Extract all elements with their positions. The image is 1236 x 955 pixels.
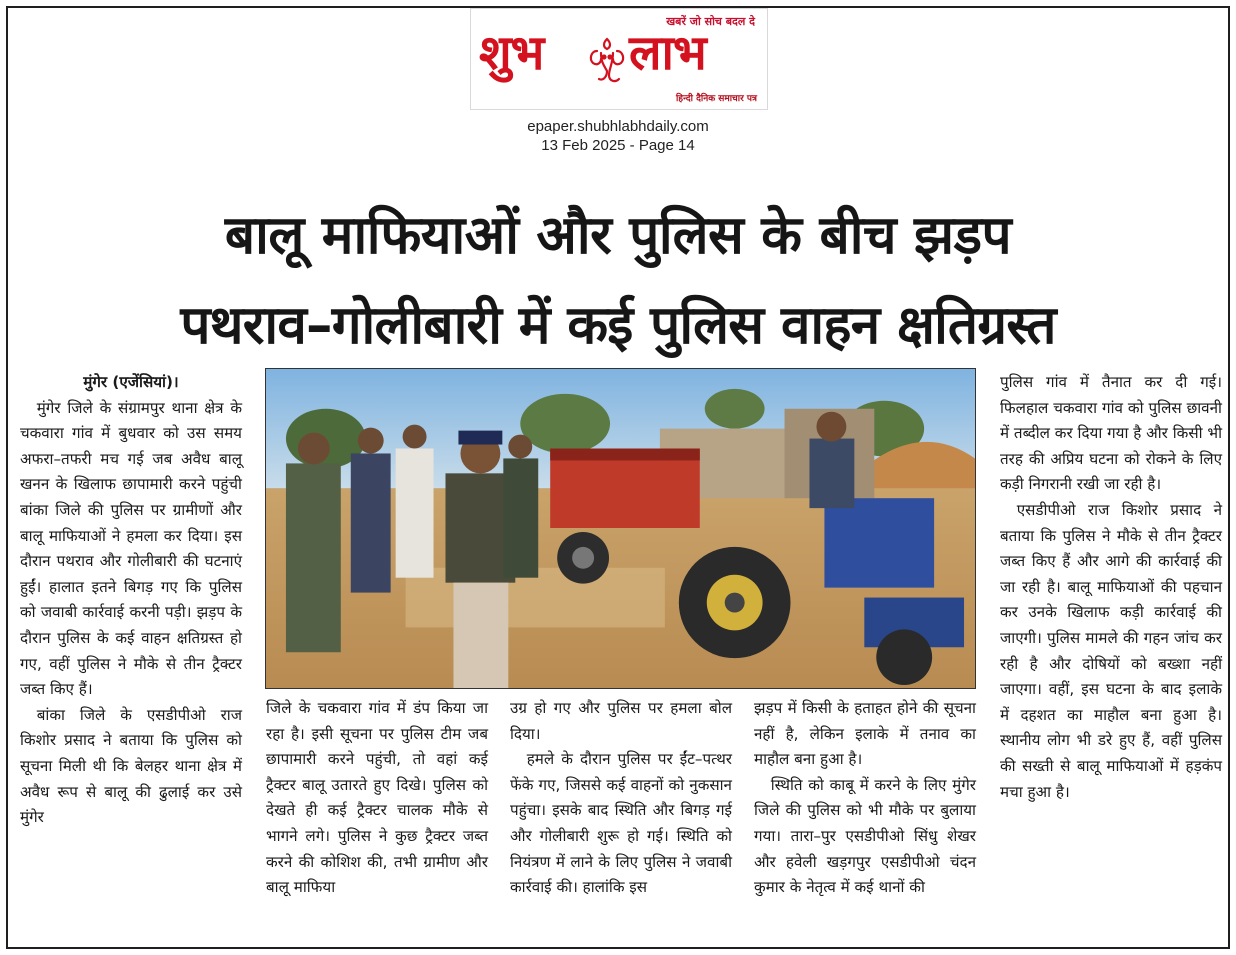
news-photo xyxy=(265,368,976,689)
logo-word-left: शुभ xyxy=(479,25,544,81)
article-paragraph: हमले के दौरान पुलिस पर ईंट–पत्थर फेंके गए, जिससे कई वाहनों को नुकसान पहुंचा। इसके बाद स्थिति और बिगड़ गई और गोलीबारी शुरू हो गई। स्थिति को नियंत्रण में लाने के लिए पुलिस ने जवाबी कार्रवाई की। हालांकि इस xyxy=(510,750,732,897)
article-column-4 xyxy=(754,696,976,901)
source-date-page: 13 Feb 2025 - Page 14 xyxy=(541,137,695,154)
article-column-5 xyxy=(1000,370,1222,805)
ganesha-icon xyxy=(583,33,631,89)
article-dateline: मुंगेर (एजेंसियां)। xyxy=(83,373,179,391)
article-column-2 xyxy=(266,696,488,901)
photo-tractor-police-scene xyxy=(266,369,975,688)
masthead-tagline: खबरें जो सोच बदल दे xyxy=(666,15,755,28)
article-paragraph: एसडीपीओ राज किशोर प्रसाद ने बताया कि पुलिस ने मौके से तीन ट्रैक्टर जब्त किए हैं और आगे की कार्रवाई की जा रही है। बालू माफियाओं की पहचान कर उनके खिलाफ कड़ी कार्रवाई की जाएगी। पुलिस मामले की गहन जांच कर रही है और दोषियों को बख्शा नहीं जाएगा। वहीं, इस घटना के बाद इलाके में दहशत का माहौल बना हुआ है। स्थानीय लोग भी डरे हुए हैं, वहीं पुलिस की सख्ती से बालू माफियाओं में हड़कंप मचा हुआ है। xyxy=(1000,500,1222,801)
masthead-logo xyxy=(470,8,768,110)
source-url: epaper.shubhlabhdaily.com xyxy=(527,118,709,135)
article-paragraph: स्थिति को काबू में करने के लिए मुंगेर जिले की पुलिस को भी मौके पर बुलाया गया। तारा–पुर एसडीपीओ सिंधु शेखर और हवेली खड़गपुर एसडीपीओ चंदन कुमार के नेतृत्व में कई थानों की xyxy=(754,775,976,897)
article-paragraph: पुलिस गांव में तैनात कर दी गई। फिलहाल चकवारा गांव को पुलिस छावनी में तब्दील कर दिया गया है और किसी भी तरह की अप्रिय घटना को रोकने के लिए कड़ी निगरानी रखी जा रही है। xyxy=(1000,373,1222,494)
masthead-subtitle: हिन्दी दैनिक समाचार पत्र xyxy=(675,94,757,104)
article-paragraph: झड़प में किसी के हताहत होने की सूचना नहीं है, लेकिन इलाके में तनाव का माहौल बना हुआ है। xyxy=(754,699,976,769)
article-paragraph: उग्र हो गए और पुलिस पर हमला बोल दिया। xyxy=(510,699,732,743)
article-column-3 xyxy=(510,696,732,901)
headline-line-1: बालू माफियाओं और पुलिस के बीच झड़प xyxy=(224,205,1012,266)
article-paragraph: बांका जिले के एसडीपीओ राज किशोर प्रसाद ने बताया कि पुलिस को सूचना मिली थी कि बेलहर थाना क्षेत्र में अवैध रूप से बालू की ढुलाई कर उसे मुंगेर xyxy=(20,705,242,827)
logo-word-right: लाभ xyxy=(629,25,706,81)
article-paragraph: जिले के चकवारा गांव में डंप किया जा रहा है। इसी सूचना पर पुलिस टीम जब छापामारी करने पहुंची, तो वहां कई ट्रैक्टर बालू उतारते हुए दिखे। पुलिस को देखते ही कई ट्रैक्टर चालक मौके से भागने लगे। पुलिस ने कुछ ट्रैक्टर जब्त करने की कोशिश की, तभी ग्रामीण और बालू माफिया xyxy=(266,699,488,897)
headline-line-2: पथराव–गोलीबारी में कई पुलिस वाहन क्षतिग्रस्त xyxy=(180,295,1056,356)
article-paragraph: मुंगेर जिले के संग्रामपुर थाना क्षेत्र के चकवारा गांव में बुधवार को उस समय अफरा–तफरी मच गई जब अवैध बालू खनन के खिलाफ छापामारी करने पहुंची बांका जिले की पुलिस पर ग्रामीणों और बालू माफियाओं ने हमला कर दिया। इस दौरान पथराव और गोलीबारी की घटनाएं हुईं। हालात इतने बिगड़ गए कि पुलिस को जवाबी कार्रवाई करनी पड़ी। झड़प के दौरान पुलिस के कई वाहन क्षतिग्रस्त हो गए, वहीं पुलिस ने मौके से तीन ट्रैक्टर जब्त किए हैं। xyxy=(20,398,242,699)
article-column-1 xyxy=(20,370,242,831)
